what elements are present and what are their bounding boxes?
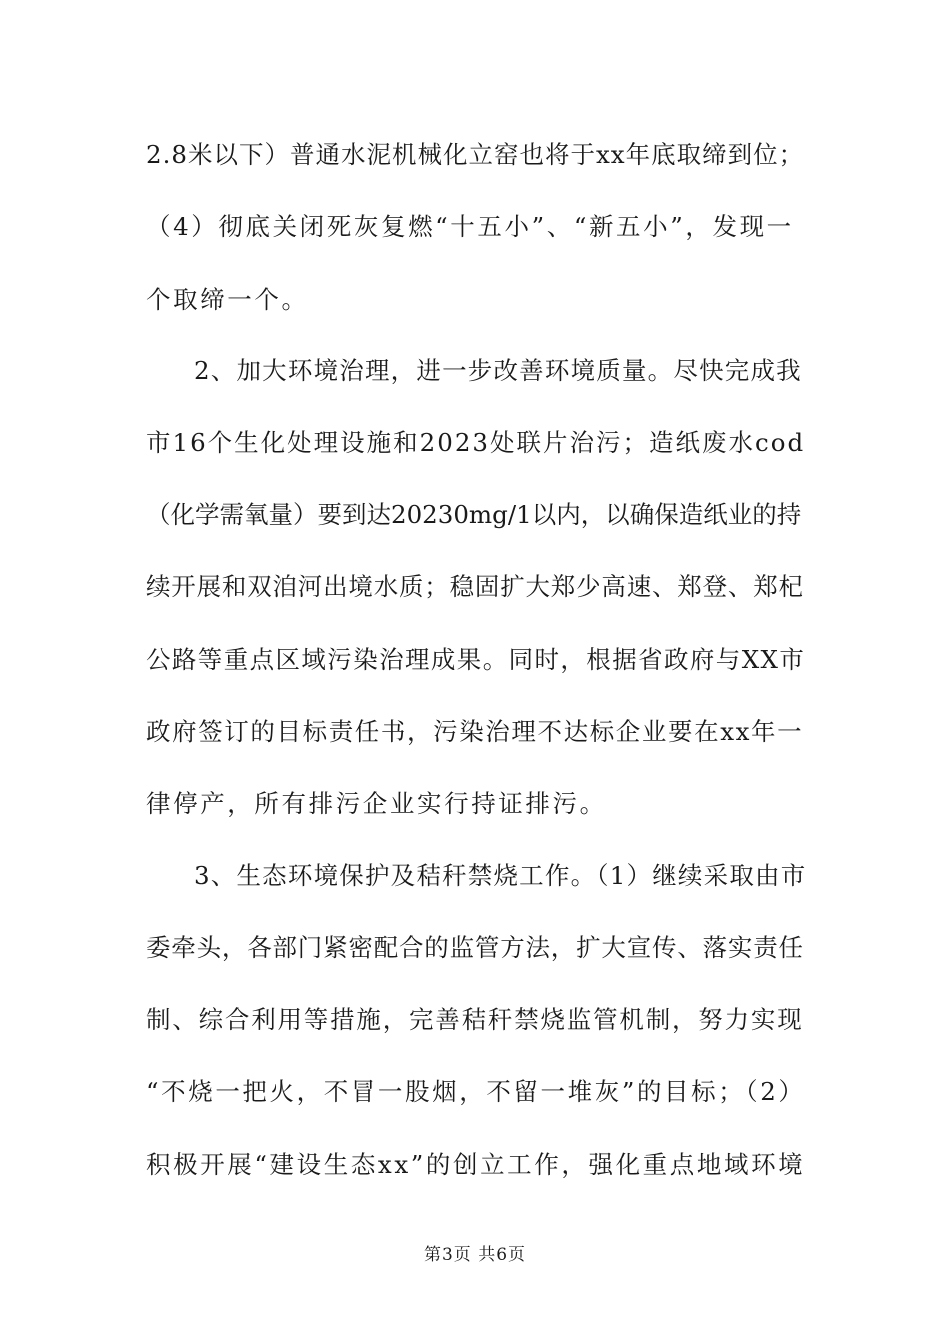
text-line-5: 市16个生化处理设施和2023处联片治污；造纸废水cod: [146, 428, 806, 457]
text-line-9: 政府签订的目标责任书，污染治理不达标企业要在xx年一: [146, 717, 804, 746]
text-line-6: （化学需氧量）要到达20230mg/1以内，以确保造纸业的持: [146, 500, 802, 529]
text-line-7: 续开展和双洎河出境水质；稳固扩大郑少高速、郑登、郑杞: [146, 572, 804, 601]
page-footer: 第3页 共6页: [423, 1245, 527, 1265]
text-line-4: 2、加大环境治理，进一步改善环境质量。尽快完成我: [194, 356, 802, 385]
text-line-3: 个取缔一个。: [146, 285, 309, 314]
text-line-15: 积极开展“建设生态xx”的创立工作，强化重点地域环境: [146, 1150, 806, 1179]
text-line-14: “不烧一把火，不冒一股烟，不留一堆灰”的目标；（2）: [146, 1077, 806, 1106]
text-line-8: 公路等重点区域污染治理成果。同时，根据省政府与XX市: [146, 645, 806, 674]
text-line-10: 律停产，所有排污企业实行持证排污。: [146, 789, 607, 818]
text-line-2: （4）彻底关闭死灰复燃“十五小”、“新五小”，发现一: [146, 212, 794, 241]
text-line-12: 委牵头，各部门紧密配合的监管方法，扩大宣传、落实责任: [146, 933, 804, 962]
text-line-11: 3、生态环境保护及秸秆禁烧工作。（1）继续采取由市: [194, 861, 807, 890]
text-line-13: 制、综合利用等措施，完善秸秆禁烧监管机制，努力实现: [146, 1005, 804, 1034]
text-line-1: 2.8米以下）普通水泥机械化立窑也将于xx年底取缔到位；: [146, 140, 805, 169]
